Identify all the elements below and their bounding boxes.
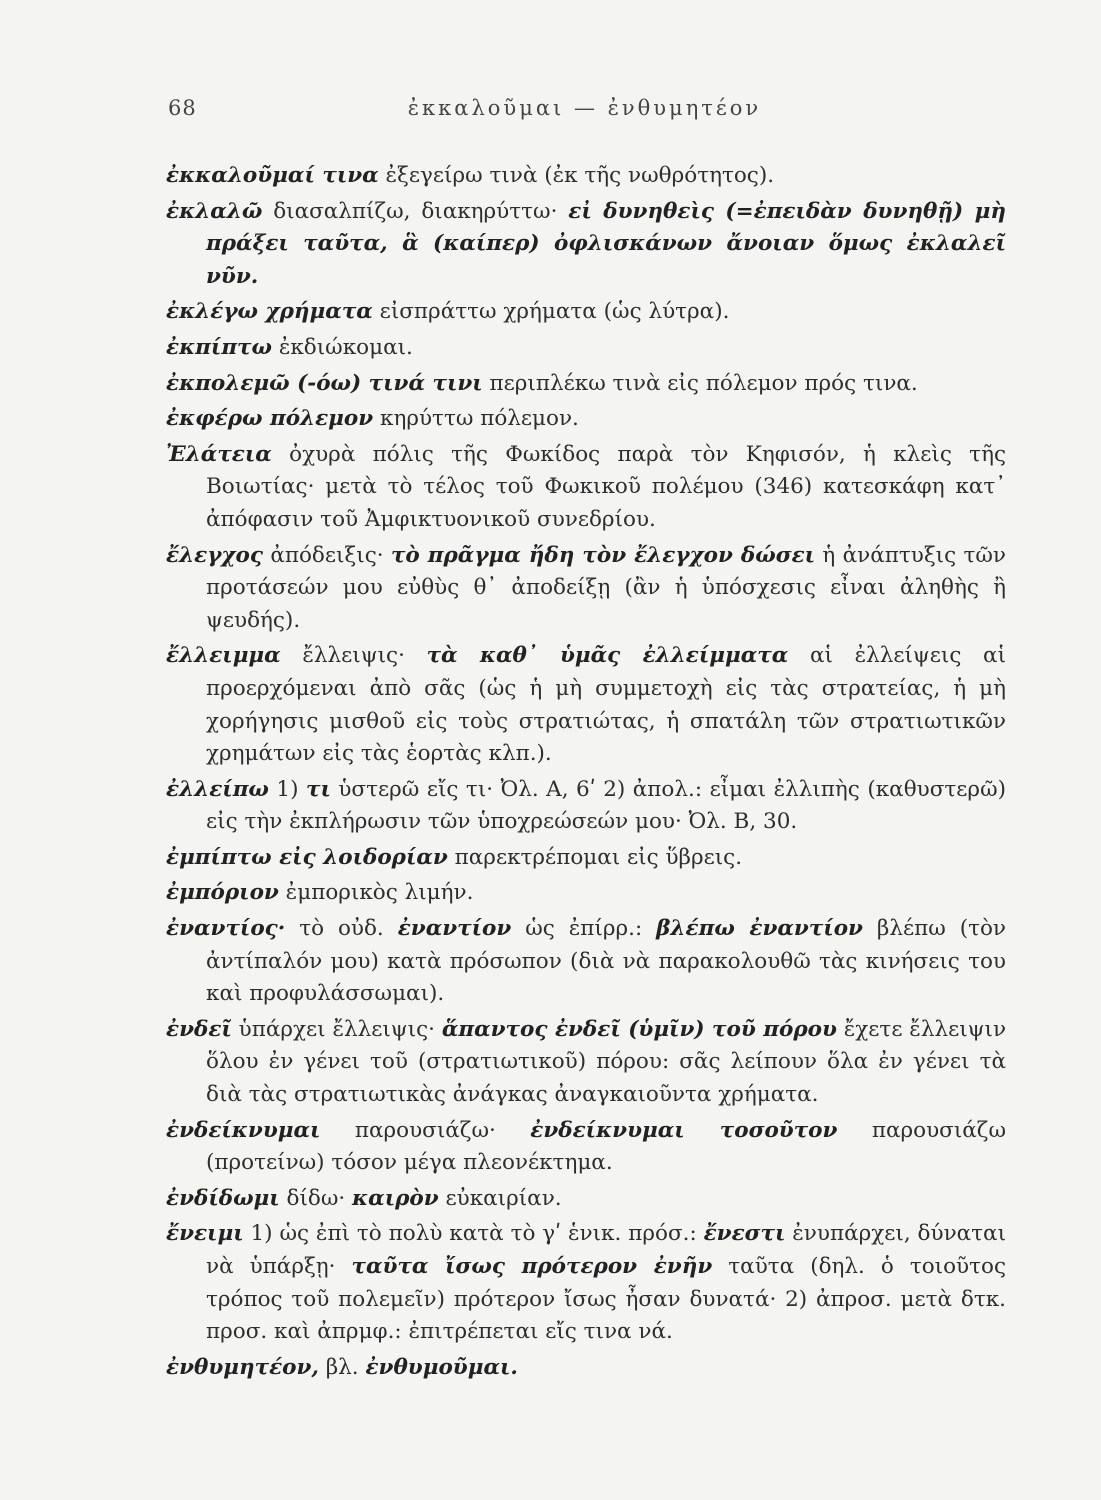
dictionary-entry	[166, 296, 1006, 329]
dictionary-entry	[166, 877, 1006, 910]
entry-headword: ἐμπίπτω εἰς λοιδορίαν	[166, 844, 448, 870]
entry-example: ταῦτα ἴσως πρότερον ἐνῆν	[351, 1254, 713, 1279]
entry-headword: ἐνθυμητέον,	[166, 1354, 319, 1380]
entry-definition: ἀπόδειξις·	[262, 542, 391, 568]
entry-definition: δίδω·	[279, 1185, 353, 1211]
entry-definition: ἐκδιώκομαι.	[272, 334, 413, 360]
entry-headword: ἐνδεῖ	[166, 1016, 232, 1042]
entry-headword: ἐλλείπω	[166, 776, 269, 802]
dictionary-entry	[166, 640, 1006, 770]
entry-headword: ἐκκαλοῦμαί τινα	[166, 163, 379, 188]
entry-definition: βλέπω (τὸν ἀντίπαλόν μου) κατὰ πρόσωπον (διὰ νὰ παρακολουθῶ τὰς κινήσεις του καὶ προφυλάσσωμαι).	[206, 916, 1007, 1007]
entry-headword: ἔνειμι	[166, 1221, 244, 1247]
dictionary-entry	[166, 368, 1006, 401]
entry-example: ἔνεστι	[703, 1221, 786, 1247]
entry-example: καιρὸν	[352, 1185, 439, 1211]
entry-definition: ἐνυπάρχει, δύναται νὰ ὑπάρξῃ·	[206, 1221, 1007, 1279]
entry-example: τὰ καθ᾿ ὑμᾶς ἐλλείμματα	[426, 643, 789, 669]
dictionary-entry	[166, 1014, 1006, 1112]
entry-example: ἐναντίον	[397, 916, 512, 942]
entry-headword: ἐκφέρω πόλεμον	[166, 406, 374, 432]
entry-definition: ἐξεγείρω τινὰ (ἐκ τῆς νωθρότητος).	[378, 163, 775, 188]
entry-definition: ὑστερῶ εἴς τι· Ὀλ. Α, 6ʹ 2) ἀπολ.: εἶμαι ἐλλιπὴς (καθυστερῶ) εἰς τὴν ἐκπλήρωσιν τῶν ὑποχρεώσεών μου· Ὀλ. Β, 30.	[206, 776, 1006, 835]
entry-definition: περιπλέκω τινὰ εἰς πόλεμον πρός τινα.	[482, 370, 918, 396]
entry-example: βλέπω ἐναντίον	[656, 916, 863, 942]
dictionary-entry	[166, 913, 1006, 1011]
entry-definition: ταῦτα (δηλ. ὁ τοιοῦτος τρόπος τοῦ πολεμεῖν) πρότερον ἴσως ἦσαν δυνατά· 2) ἀπροσ. μετὰ δτκ. προσ. καὶ ἀπρμφ.: ἐπιτρέπεται εἴς τινα νά.	[206, 1254, 1006, 1345]
entry-definition: εἰσπράττω χρήματα (ὡς λύτρα).	[372, 299, 730, 325]
entry-definition: εὐκαιρίαν.	[438, 1185, 562, 1211]
entry-definition: ἔλλειψις·	[280, 643, 427, 669]
entry-headword: ἐνδίδωμι	[166, 1185, 280, 1211]
entry-definition: παρουσιάζω (προτείνω) τόσον μέγα πλεονέκτημα.	[206, 1117, 1006, 1176]
entry-definition: κηρύττω πόλεμον.	[373, 406, 579, 432]
entry-headword: Ἐλάτεια	[166, 441, 272, 467]
entry-headword: ἔλεγχος	[166, 542, 263, 568]
entry-headword: ἔλλειμμα	[166, 643, 281, 669]
page-number: 68	[168, 96, 197, 120]
dictionary-entry	[166, 774, 1006, 839]
entry-headword: ἐκλέγω χρήματα	[166, 299, 373, 325]
entry-definition: διασαλπίζω, διακηρύττω·	[262, 198, 569, 224]
entry-example: τι	[305, 776, 331, 802]
dictionary-entry	[166, 403, 1006, 436]
entry-headword: ἐκπίπτω	[166, 334, 272, 360]
entry-definition: παρουσιάζω·	[320, 1117, 531, 1143]
dictionary-entry	[166, 196, 1006, 294]
entry-headword: ἐνδείκνυμαι	[166, 1117, 321, 1143]
entry-definition: τὸ οὐδ.	[285, 916, 398, 942]
dictionary-entry	[166, 160, 1006, 193]
entry-definition: ὀχυρὰ πόλις τῆς Φωκίδος παρὰ τὸν Κηφισόν, ἡ κλεὶς τῆς Βοιωτίας· μετὰ τὸ τέλος τοῦ Φωκικοῦ πολέμου (346) κατεσκάφη κατ᾿ ἀπόφασιν τοῦ Ἀμφικτυονικοῦ συνεδρίου.	[206, 441, 1006, 532]
dictionary-entry	[166, 842, 1006, 875]
entry-definition: ἡ ἀνάπτυξις τῶν προτάσεών μου εὐθὺς θ᾿ ἀποδείξῃ (ἂν ἡ ὑπόσχεσις εἶναι ἀληθὴς ἢ ψευδής).	[206, 542, 1006, 633]
entry-definition: ὡς ἐπίρρ.:	[511, 916, 657, 942]
entry-example: ἅπαντος ἐνδεῖ (ὑμῖν) τοῦ πόρου	[441, 1016, 837, 1042]
entry-headword: ἐμπόριον	[166, 880, 279, 906]
dictionary-entry	[166, 439, 1006, 537]
entry-example: εἰ δυνηθεὶς (=ἐπειδὰν δυνηθῇ) μὴ πράξει ταῦτα, ἃ (καίπερ) ὀφλισκάνων ἄνοιαν ὅμως ἐκλαλεῖ νῦν.	[206, 198, 1007, 289]
dictionary-entry	[166, 540, 1006, 638]
dictionary-entry	[166, 1183, 1006, 1216]
dictionary-entry	[166, 1218, 1006, 1348]
entry-list	[166, 160, 1006, 1387]
entry-headword: ἐναντίος·	[166, 916, 286, 942]
entry-definition: ὑπάρχει ἔλλειψις·	[231, 1016, 442, 1042]
entry-headword: ἐκλαλῶ	[166, 198, 263, 224]
entry-definition: αἱ ἐλλείψεις αἱ προερχόμεναι ἀπὸ σᾶς (ὡς ἡ μὴ συμμετοχὴ εἰς τὰς στρατείας, ἡ μὴ χορήγησις μισθοῦ εἰς τοὺς στρατιώτας, ἡ σπατάλη τῶν στρατιωτικῶν χρημάτων εἰς τὰς ἑορτὰς κλπ.).	[206, 643, 1007, 767]
entry-example: ἐνδείκνυμαι τοσοῦτον	[530, 1117, 838, 1143]
dictionary-entry	[166, 1115, 1006, 1180]
entry-definition: βλ.	[318, 1354, 366, 1380]
entry-definition: παρεκτρέπομαι εἰς ὕβρεις.	[447, 844, 743, 870]
running-title: ἐκκαλοῦμαι — ἐνθυμητέον	[407, 96, 762, 120]
dictionary-entry	[166, 1352, 1006, 1385]
entry-definition: 1)	[268, 776, 306, 802]
entry-definition: ἔχετε ἔλλειψιν ὅλου ἐν γένει τοῦ (στρατιωτικοῦ) πόρου: σᾶς λείπουν ὅλα ἐν γένει τὰ διὰ τὰς στρατιωτικὰς ἀνάγκας ἀναγκαιοῦντα χρήματα.	[206, 1016, 1007, 1108]
entry-example: ἐνθυμοῦμαι.	[365, 1354, 518, 1380]
entry-definition: 1) ὡς ἐπὶ τὸ πολὺ κατὰ τὸ γʹ ἑνικ. πρόσ.:	[243, 1221, 704, 1247]
entry-example: τὸ πρᾶγμα ἤδη τὸν ἔλεγχον δώσει	[390, 542, 816, 568]
entry-headword: ἐκπολεμῶ (-όω) τινά τινι	[166, 370, 483, 396]
entry-definition: ἐμπορικὸς λιμήν.	[278, 880, 474, 906]
dictionary-entry	[166, 332, 1006, 365]
